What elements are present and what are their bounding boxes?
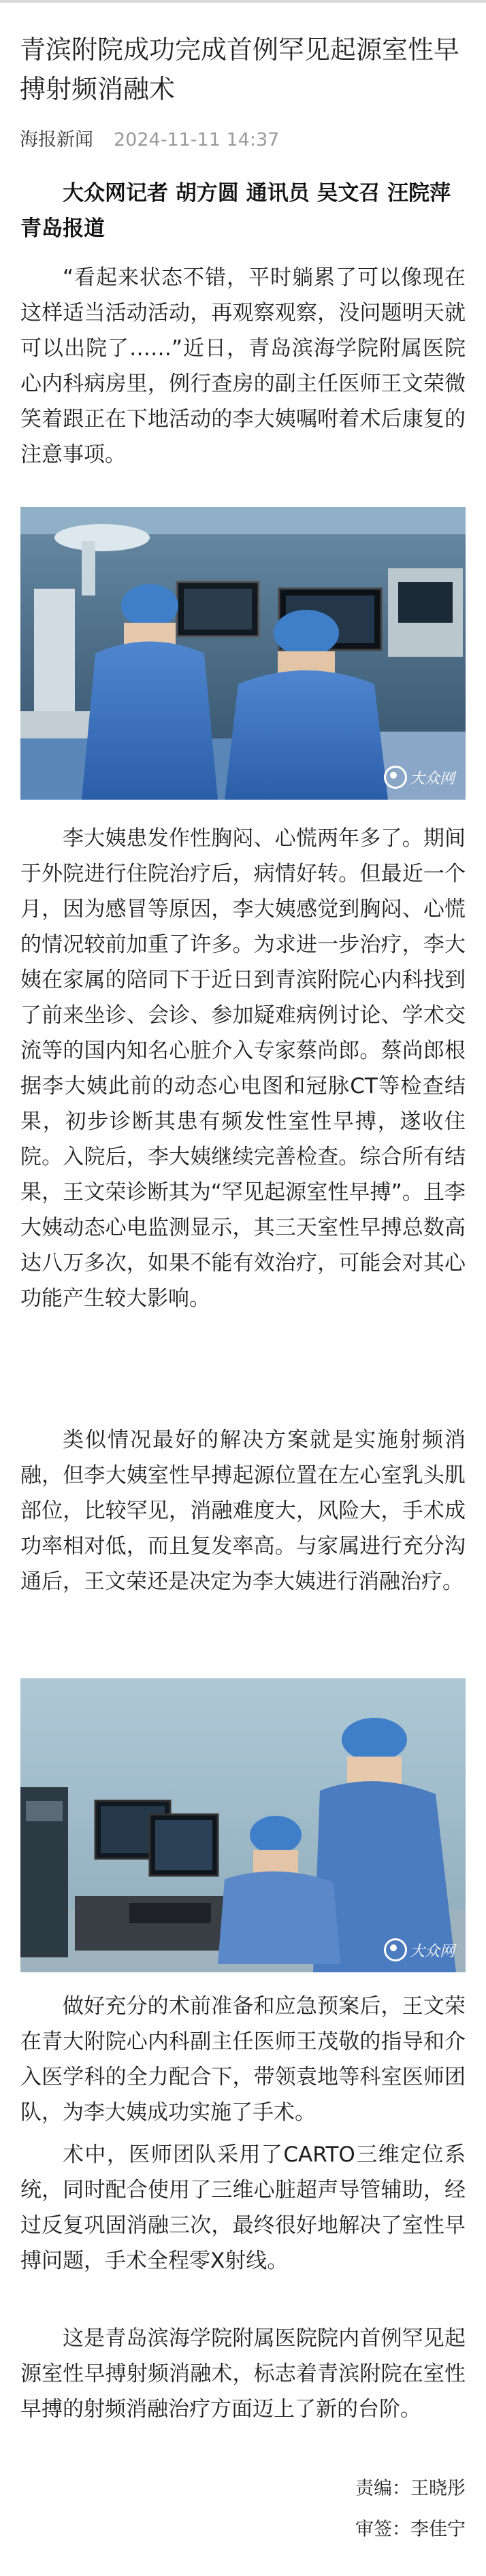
editor-credit: 责编：王晓彤 [355,2478,466,2499]
article-title: 青滨附院成功完成首例罕见起源室性早搏射频消融术 [20,35,460,104]
control-room-illustration [20,1678,466,1972]
paragraph-3: 类似情况最好的解决方案就是实施射频消融，但李大姨室性早搏起源位置在左心室乳头肌部位，比较罕见，消融难度大，风险大，手术成功率相对低，而且复发率高。与家属进行充分沟通后，王文荣还是决定为李大姨进行消融治疗。 [20,1428,466,1594]
watermark-label-2: 大众网 [409,1942,455,1960]
photo-control-room [20,1678,466,1972]
paragraph-1: “看起来状态不错，平时躺累了可以像现在这样适当活动活动，再观察观察，没问题明天就可以出院了……”近日，青岛滨海学院附属医院心内科病房里，例行查房的副主任医师王文荣微笑着跟正在下地活动的李大姨嘱咐着术后康复的注意事项。 [20,265,466,467]
article-meta [20,127,279,154]
publish-time: 2024-11-11 14:37 [114,129,280,150]
paragraph-4: 做好充分的术前准备和应急预案后，王文荣在青大附院心内科副主任医师王茂敬的指导和介入医学科的全力配合下，带领袁地等科室医师团队，为李大姨成功实施了手术。 [20,1994,466,2125]
photo-watermark [384,766,455,789]
byline [20,176,466,246]
paragraph-2: 李大姨患发作性胸闷、心慌两年多了。期间于外院进行住院治疗后，病情好转。但最近一个月，因为感冒等原因，李大姨感觉到胸闷、心慌的情况较前加重了许多。为求进一步治疗，李大姨在家属的陪同下于近日到青滨附院心内科找到了前来坐诊、会诊、参加疑难病例讨论、学术交流等的国内知名心脏介入专家蔡尚郎。蔡尚郎根据李大姨此前的动态心电图和冠脉CT等检查结果，初步诊断其患有频发性室性早搏，遂收住院。入院后，李大姨继续完善检查。综合所有结果，王文荣诊断其为“罕见起源室性早搏”。且李大姨动态心电监测显示，其三天室性早搏总数高达八万多次，如果不能有效治疗，可能会对其心功能产生较大影响。 [20,826,466,1311]
paragraph-6: 这是青岛滨海学院附属医院院内首例罕见起源室性早搏射频消融术，标志着青滨附院在室性早搏的射频消融治疗方面迈上了新的台阶。 [20,2326,466,2422]
news-source[interactable]: 海报新闻 [20,129,93,150]
byline-location: 青岛报道 [20,216,105,241]
dazhong-logo-icon [384,766,407,789]
photo-watermark-2 [384,1938,455,1961]
top-divider [0,0,486,3]
reviewer-credit: 审签：李佳宁 [355,2519,466,2540]
photo-operating-room [20,507,466,800]
watermark-label: 大众网 [409,770,455,787]
byline-authors: 大众网记者 胡方圆 通讯员 吴文召 汪院萍 [63,181,451,206]
paragraph-5: 术中，医师团队采用了CARTO三维定位系统，同时配合使用了三维心脏超声导管辅助，经过反复巩固消融三次，最终很好地解决了室性早搏问题，手术全程零X射线。 [20,2142,466,2273]
operating-room-illustration [20,507,466,800]
dazhong-logo-icon-2 [384,1938,407,1961]
